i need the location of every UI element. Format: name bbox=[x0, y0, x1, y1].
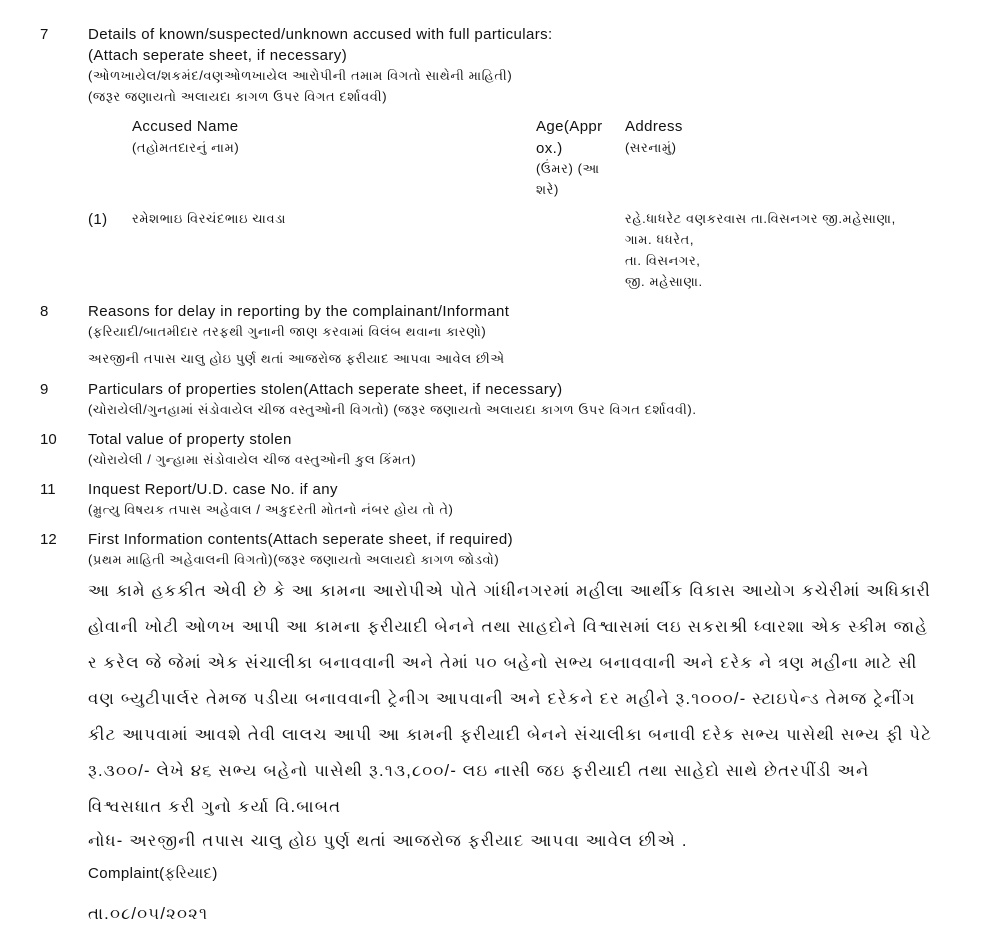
accused-name-header: Accused Name bbox=[132, 118, 239, 135]
fir-body-line: કીટ આપવામાં આવશે તેવી લાલચ આપી આ કામની ફરીયાદી બેનને સંચાલીકા બનાવી દરેક સભ્ય પાસેથી સભ્ય ફી પેટે bbox=[88, 726, 933, 744]
section-7-gujarati-note: (જરૂર જણાયતો અલાયદા કાગળ ઉપર વિગત દર્શાવવી) bbox=[88, 89, 388, 104]
section-11-number: 11 bbox=[40, 481, 56, 498]
complaint-date: તા.૦૮/૦૫/૨૦૨૧ bbox=[88, 905, 209, 923]
address-header-gujarati: (સરનામું) bbox=[625, 140, 677, 155]
age-header-line2: ox.) bbox=[536, 140, 563, 157]
accused-address-line1: રહે.ધાધરેટ વણકરવાસ તા.વિસનગર જી.મહેસાણા, bbox=[625, 211, 896, 226]
fir-body-line: હોવાની ખોટી ઓળખ આપી આ કામના ફરીયાદી બેનને તથા સાહદોને વિશ્વાસમાં લઇ સકરાશ્રી ધ્વારશા એક સ્કીમ જાહે bbox=[88, 618, 929, 636]
accused-index: (1) bbox=[88, 211, 108, 228]
accused-address-line4: જી. મહેસાણા. bbox=[625, 274, 703, 289]
accused-address-line3: તા. વિસનગર, bbox=[625, 253, 701, 268]
section-8-answer: અરજીની તપાસ ચાલુ હોઇ પુર્ણ થતાં આજરોજ ફરીયાદ આપવા આવેલ છીએ bbox=[88, 351, 505, 366]
fir-body-line: નોધ- અરજીની તપાસ ચાલુ હોઇ પુર્ણ થતાં આજરોજ ફરીયાદ આપવા આવેલ છીએ . bbox=[88, 832, 688, 850]
section-12-number: 12 bbox=[40, 531, 57, 548]
accused-name: રમેશભાઇ વિરચંદભાઇ ચાવડા bbox=[132, 211, 287, 226]
age-header-gujarati-line2: શરે) bbox=[536, 182, 559, 197]
section-10-title: Total value of property stolen bbox=[88, 431, 292, 448]
fir-body-line: વણ બ્યુટીપાર્લર તેમજ પડીયા બનાવવાની ટ્રેનીગ આપવાની અને દરેકને દર મહીને રૂ.૧૦૦૦/- સ્ટાઇપેન્ડ તેમજ ટ્રેનીંગ bbox=[88, 690, 916, 708]
section-11-title: Inquest Report/U.D. case No. if any bbox=[88, 481, 338, 498]
section-8-gujarati-title: (ફરિયાદી/બાતમીદાર તરફથી ગુનાની જાણ કરવામાં વિલંબ થવાના કારણો) bbox=[88, 324, 487, 339]
fir-body-line: વિશ્વસધાત કરી ગુનો કર્યા વિ.બાબત bbox=[88, 798, 342, 816]
section-9-gujarati-title: (ચોરાયેલી/ગુનહામાં સંડોવાયેલ ચીજ વસ્તુઓની વિગતો) (જરૂર જણાયતો અલાયદા કાગળ ઉપર વિગત દર્શાવવી). bbox=[88, 402, 697, 417]
section-7-gujarati-title: (ઓળખાયેલ/શકમંદ/વણઓળખાયેલ આરોપીની તમામ વિગતો સાથેની માહિતી) bbox=[88, 68, 513, 83]
age-header-gujarati-line1: (ઉંમર) (આ bbox=[536, 161, 600, 176]
section-7-title: Details of known/suspected/unknown accused with full particulars: bbox=[88, 26, 553, 43]
age-header-line1: Age(Appr bbox=[536, 118, 603, 135]
section-9-number: 9 bbox=[40, 381, 49, 398]
complaint-label: Complaint(ફરિયાદ) bbox=[88, 865, 218, 882]
fir-body-line: આ કામે હકકીત એવી છે કે આ કામના આરોપીએ પોતે ગાંધીનગરમાં મહીલા આર્થીક વિકાસ આયોગ કચેરીમાં અધિકારી bbox=[88, 582, 932, 600]
section-8-title: Reasons for delay in reporting by the complainant/Informant bbox=[88, 303, 510, 320]
accused-name-header-gujarati: (તહોમતદારનું નામ) bbox=[132, 140, 240, 155]
section-7-number: 7 bbox=[40, 26, 49, 43]
section-10-gujarati-title: (ચોરાયેલી / ગુન્હામા સંડોવાયેલ ચીજ વસ્તુઓની કુલ કિંમત) bbox=[88, 452, 417, 467]
address-header: Address bbox=[625, 118, 683, 135]
fir-body-line: રૂ.૩૦૦/- લેખે ૪૬ સભ્ય બહેનો પાસેથી રૂ.૧૩,૮૦૦/- લઇ નાસી જઇ ફરીયાદી તથા સાહેદો સાથે છેતરપીંડી અને bbox=[88, 762, 870, 780]
fir-body-line: ર કરેલ જે જેમાં એક સંચાલીકા બનાવવાની અને તેમાં ૫૦ બહેનો સભ્ય બનાવવાની અને દરેક ને ત્રણ મહીના માટે સી bbox=[88, 654, 918, 672]
section-8-number: 8 bbox=[40, 303, 49, 320]
section-10-number: 10 bbox=[40, 431, 57, 448]
section-11-gujarati-title: (મ્રુત્યુ વિષયક તપાસ અહેવાલ / અકુદરતી મોતનો નંબર હોય તો તે) bbox=[88, 502, 454, 517]
accused-address-line2: ગામ. ધધરેત, bbox=[625, 232, 695, 247]
section-7-attach-note: (Attach seperate sheet, if necessary) bbox=[88, 47, 348, 64]
section-12-gujarati-title: (પ્રથમ માહિતી અહેવાલની વિગતો)(જરૂર જણાયતો અલાયદો કાગળ જોડવો) bbox=[88, 552, 500, 567]
section-9-title: Particulars of properties stolen(Attach seperate sheet, if necessary) bbox=[88, 381, 563, 398]
section-12-title: First Information contents(Attach seperate sheet, if required) bbox=[88, 531, 513, 548]
